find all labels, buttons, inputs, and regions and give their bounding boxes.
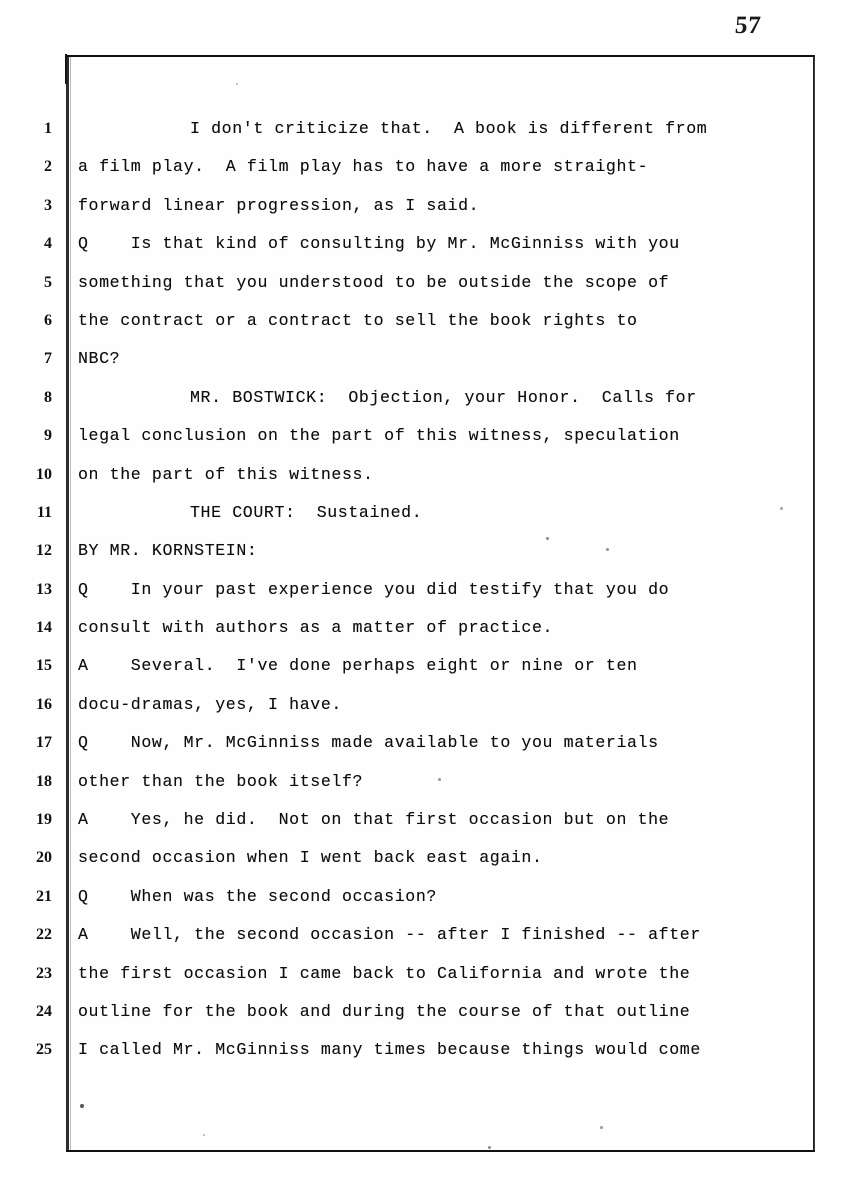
transcript-line: [0, 686, 860, 724]
transcript-line-text: NBC?: [78, 349, 121, 369]
transcript-line-text: a film play. A film play has to have a more straight-: [78, 157, 649, 177]
scan-speck: [203, 1134, 205, 1136]
transcript-line-text: A Yes, he did. Not on that first occasion but on the: [78, 810, 670, 830]
line-number: 3: [44, 196, 52, 214]
line-number: 1: [44, 120, 52, 137]
transcript-line: [0, 225, 860, 263]
transcript-line-text: A Several. I've done perhaps eight or nine or ten: [78, 656, 638, 676]
transcript-line-text: Q Now, Mr. McGinniss made available to you materials: [78, 733, 659, 753]
line-number: 25: [36, 1041, 52, 1059]
line-number: 6: [44, 311, 52, 329]
transcript-line-text: outline for the book and during the course of that outline: [78, 1001, 691, 1021]
line-number: 17: [36, 734, 52, 752]
transcript-line: [0, 763, 860, 801]
line-number: 10: [36, 465, 52, 483]
transcript-line-text: other than the book itself?: [78, 771, 364, 791]
line-number: 13: [36, 580, 52, 598]
line-number: 7: [44, 350, 52, 368]
transcript-line: [0, 609, 860, 647]
transcript-line-text: the contract or a contract to sell the book rights to: [78, 310, 638, 330]
line-number: 15: [36, 657, 52, 675]
line-number: 21: [36, 887, 52, 905]
transcript-line: [0, 1031, 860, 1069]
transcript-line: [0, 801, 860, 839]
line-number: 12: [36, 542, 52, 560]
transcript-line-text: something that you understood to be outside the scope of: [78, 272, 670, 292]
transcript-line-text: Q In your past experience you did testify that you do: [78, 579, 670, 599]
scan-speck: [236, 83, 238, 85]
transcript-line: [0, 571, 860, 609]
scan-speck: [488, 1146, 491, 1149]
transcript-line-text: legal conclusion on the part of this witness, speculation: [78, 426, 680, 446]
line-number: 11: [36, 503, 52, 521]
line-number: 24: [36, 1002, 52, 1020]
transcript-line: [0, 993, 860, 1031]
transcript-body: [0, 110, 860, 1070]
line-number: 8: [44, 388, 52, 406]
transcript-line: [0, 417, 860, 455]
line-number: 23: [36, 964, 52, 982]
line-number: 16: [36, 695, 52, 713]
transcript-line-text: I called Mr. McGinniss many times because things would come: [78, 1040, 701, 1060]
scan-speck: [600, 1126, 603, 1129]
line-number: 4: [44, 235, 52, 253]
transcript-line: [0, 379, 860, 417]
transcript-line-text: THE COURT: Sustained.: [190, 502, 423, 522]
transcript-line: [0, 340, 860, 378]
transcript-line: [0, 456, 860, 494]
transcript-line-text: forward linear progression, as I said.: [78, 195, 480, 215]
line-number: 18: [36, 772, 52, 790]
transcript-line: [0, 148, 860, 186]
line-number: 20: [36, 849, 52, 867]
transcript-line: [0, 955, 860, 993]
line-number: 2: [44, 158, 52, 176]
transcript-line-text: MR. BOSTWICK: Objection, your Honor. Calls for: [190, 387, 697, 407]
line-number: 22: [36, 926, 52, 944]
line-number: 14: [36, 619, 52, 637]
scan-speck: [780, 507, 783, 510]
transcript-line-text: BY MR. KORNSTEIN:: [78, 541, 258, 561]
transcript-line-text: A Well, the second occasion -- after I finished -- after: [78, 925, 701, 945]
transcript-line: [0, 839, 860, 877]
scan-speck: [80, 1104, 84, 1108]
scan-speck: [546, 537, 549, 540]
transcript-line: [0, 302, 860, 340]
transcript-line: [0, 264, 860, 302]
transcript-line: [0, 724, 860, 762]
transcript-line-text: Q When was the second occasion?: [78, 886, 437, 906]
transcript-line: [0, 878, 860, 916]
line-number: 5: [44, 273, 52, 291]
transcript-line: [0, 647, 860, 685]
scan-speck: [606, 548, 609, 551]
transcript-line-text: I don't criticize that. A book is different from: [190, 119, 708, 138]
scan-speck: [438, 778, 441, 781]
page-number: 57: [734, 12, 762, 39]
transcript-line-text: second occasion when I went back east again.: [78, 848, 543, 868]
line-number: 9: [44, 427, 52, 445]
transcript-line: [0, 532, 860, 570]
transcript-line-text: consult with authors as a matter of practice.: [78, 618, 554, 638]
transcript-line-text: on the part of this witness.: [78, 464, 374, 484]
transcript-line: [0, 494, 860, 532]
transcript-line-text: docu-dramas, yes, I have.: [78, 694, 342, 714]
transcript-line: [0, 916, 860, 954]
transcript-line-text: the first occasion I came back to California and wrote the: [78, 963, 691, 983]
transcript-line: [0, 187, 860, 225]
transcript-line: [0, 110, 860, 148]
transcript-line-text: Q Is that kind of consulting by Mr. McGinniss with you: [78, 234, 680, 254]
line-number: 19: [36, 811, 52, 829]
